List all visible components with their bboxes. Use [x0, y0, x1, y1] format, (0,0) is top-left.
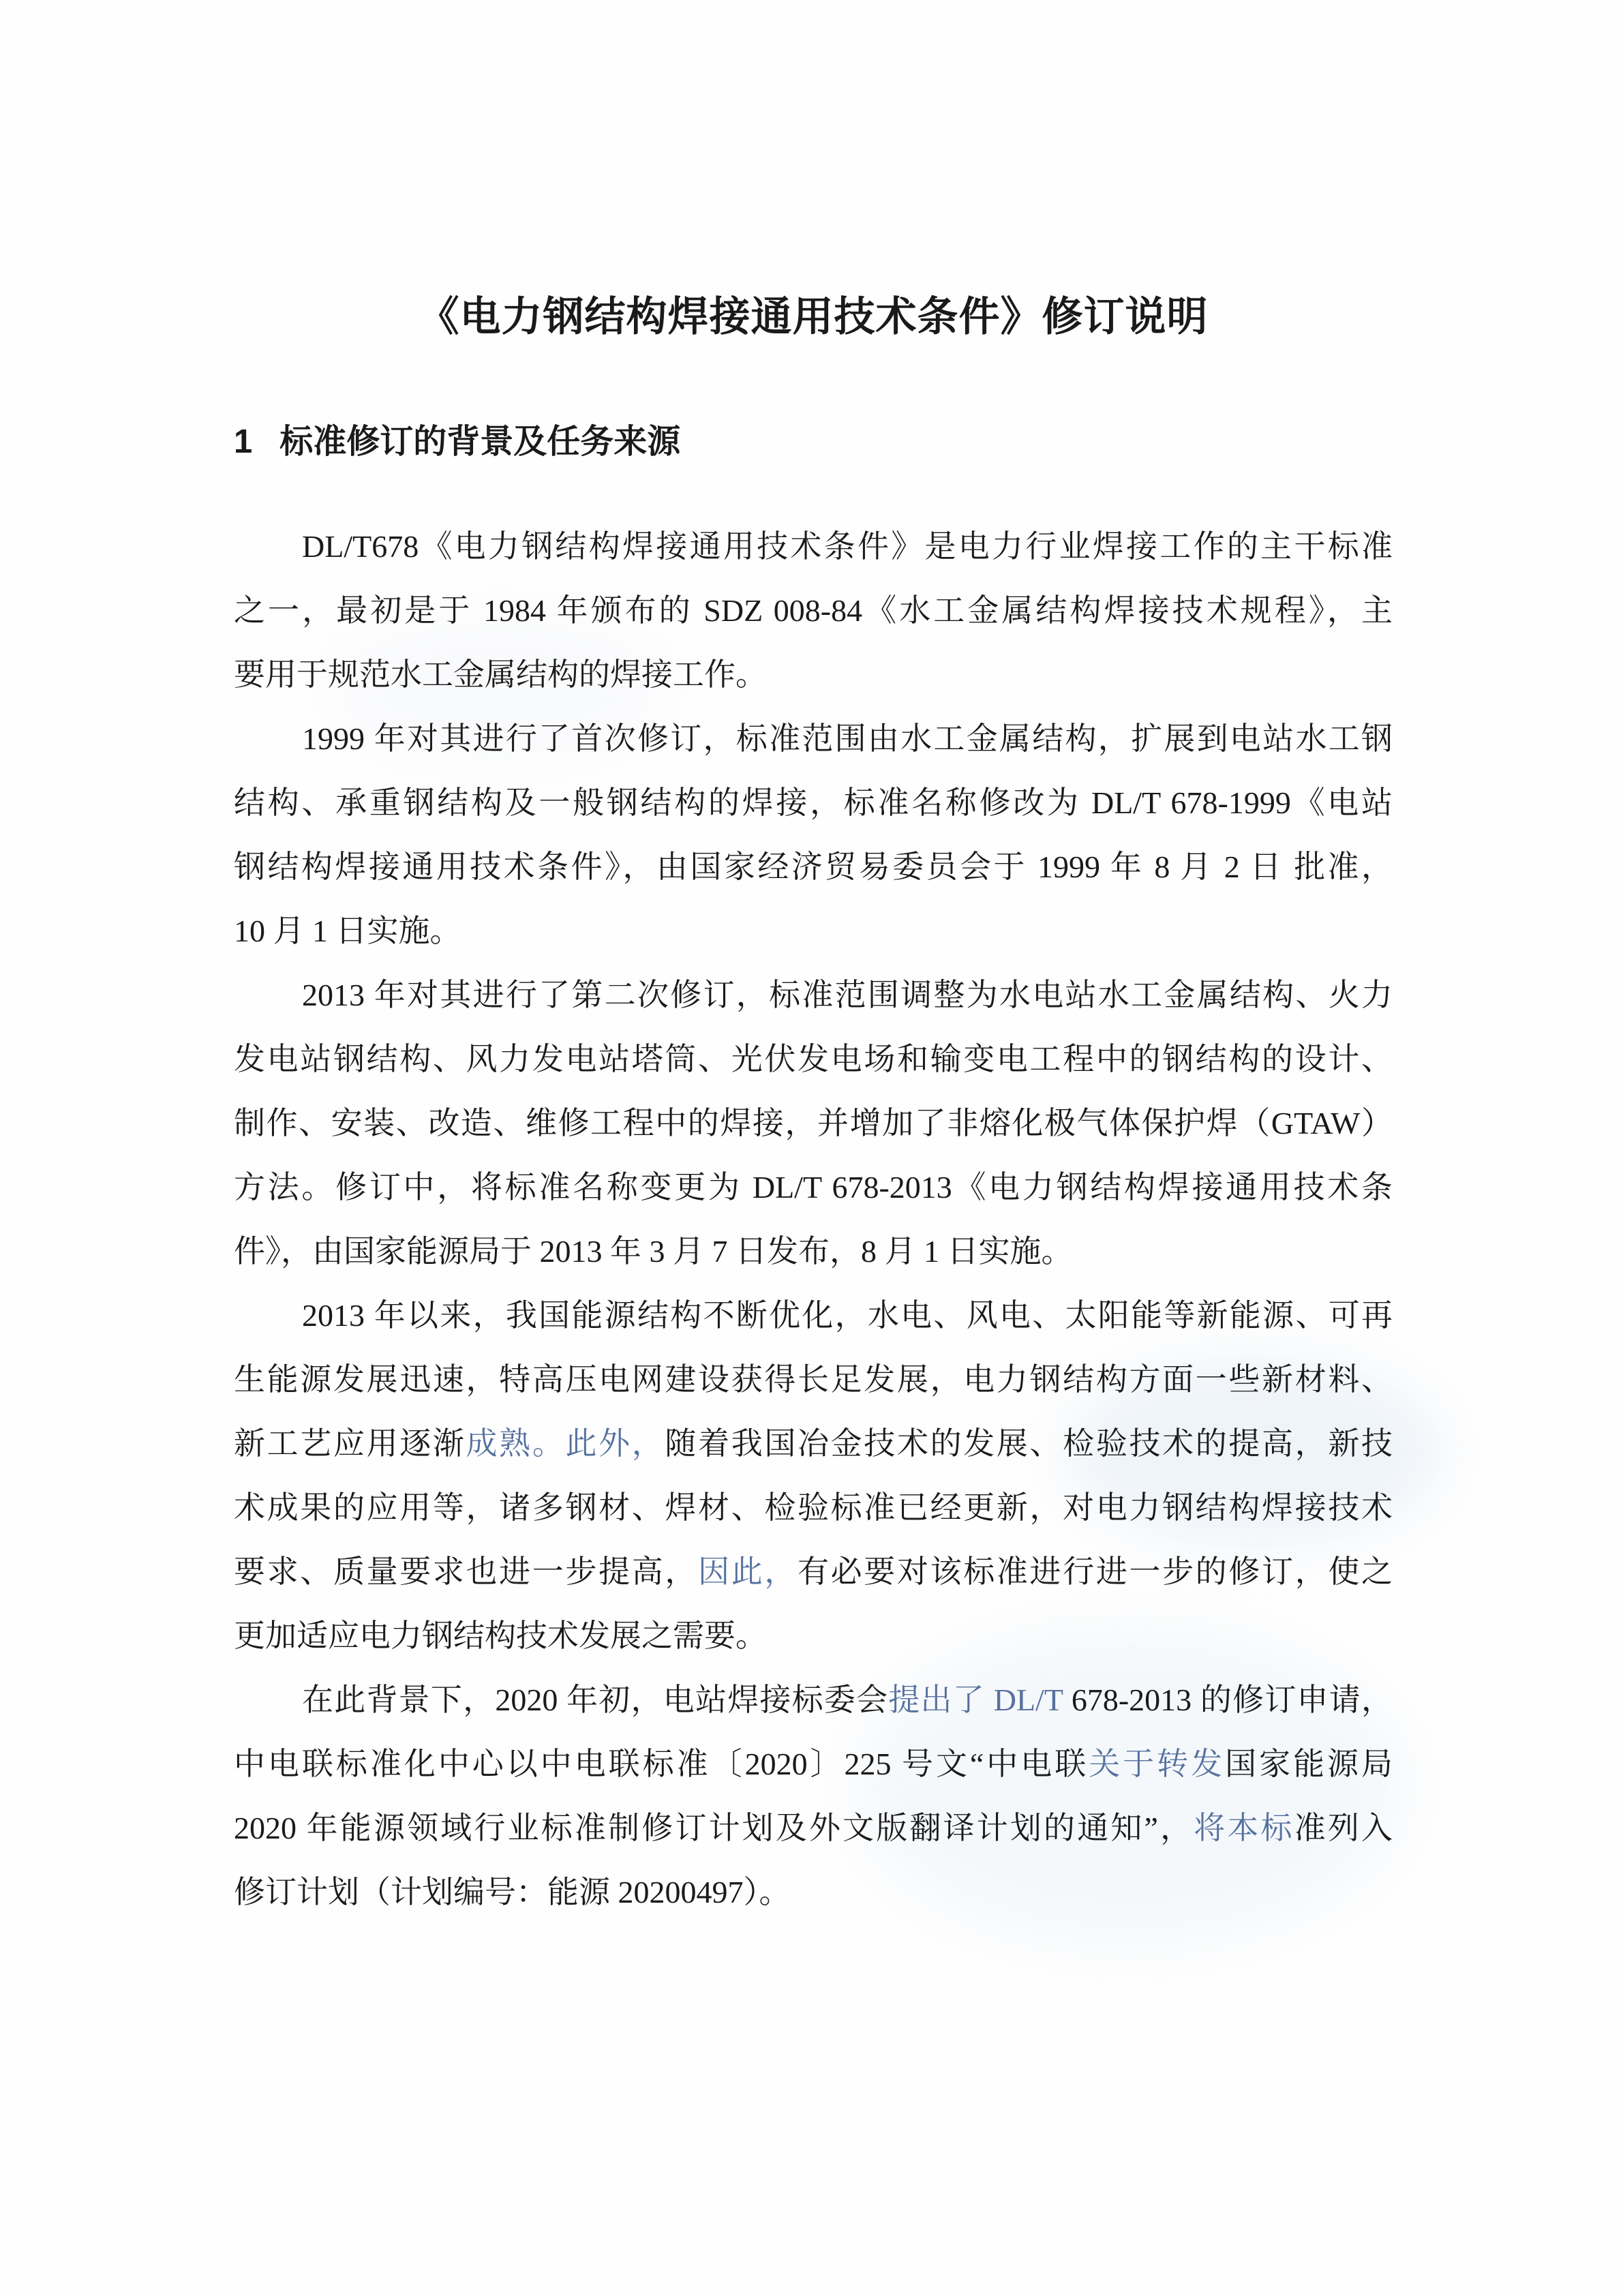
text-segment: 10 月 1 日实施。	[234, 913, 461, 948]
text-segment: 结构、承重钢结构及一般钢结构的焊接，标准名称修改为 DL/T 678-1999《电站	[234, 785, 1393, 820]
text-line	[234, 1476, 1393, 1540]
text-line	[234, 1220, 1393, 1284]
text-segment: 国家能源局	[1225, 1747, 1393, 1781]
text-segment: 发电站钢结构、风力发电站塔筒、光伏发电场和输变电工程中的钢结构的设计、	[234, 1042, 1393, 1076]
text-line	[234, 1540, 1393, 1604]
text-line	[234, 1412, 1393, 1476]
text-segment: 件》，由国家能源局于 2013 年 3 月 7 日发布，8 月 1 日实施。	[234, 1234, 1073, 1269]
text-segment: 制作、安装、改造、维修工程中的焊接，并增加了非熔化极气体保护焊（GTAW）	[234, 1106, 1393, 1141]
text-line	[234, 835, 1393, 899]
text-segment: 新工艺应用逐渐	[234, 1426, 466, 1461]
text-segment: 2013 年对其进行了第二次修订，标准范围调整为水电站水工金属结构、火力	[302, 978, 1393, 1012]
text-line	[234, 1732, 1393, 1796]
text-line	[234, 963, 1393, 1027]
text-line	[234, 579, 1393, 643]
text-segment: DL/T678《电力钢结构焊接通用技术条件》是电力行业焊接工作的主干标准	[302, 529, 1393, 564]
text-line	[234, 707, 1393, 771]
text-segment-tinted: 成熟。此外，	[466, 1426, 665, 1461]
text-line	[234, 515, 1393, 579]
text-segment-tinted: 提出了 DL/T	[888, 1682, 1063, 1717]
section-title: 标准修订的背景及任务来源	[279, 423, 681, 460]
text-segment: 修订计划（计划编号：能源 20200497）。	[234, 1875, 791, 1909]
text-line	[234, 1155, 1393, 1220]
text-segment: 有必要对该标准进行进一步的修订，使之	[798, 1554, 1393, 1589]
text-segment: 中电联标准化中心以中电联标准〔2020〕225 号文“中电联	[234, 1747, 1089, 1781]
text-segment: 1999 年对其进行了首次修订，标准范围由水工金属结构，扩展到电站水工钢	[302, 721, 1393, 756]
text-segment-tinted: 因此，	[698, 1554, 798, 1589]
document-body	[234, 515, 1393, 1924]
text-line	[234, 1284, 1393, 1348]
text-segment: 术成果的应用等，诸多钢材、焊材、检验标准已经更新，对电力钢结构焊接技术	[234, 1490, 1393, 1525]
section-number: 1	[234, 423, 253, 460]
text-segment: 更加适应电力钢结构技术发展之需要。	[234, 1618, 767, 1653]
text-segment: 随着我国冶金技术的发展、检验技术的提高，新技	[665, 1426, 1393, 1461]
text-segment: 钢结构焊接通用技术条件》，由国家经济贸易委员会于 1999 年 8 月 2 日 批准，	[234, 849, 1393, 884]
text-segment: 准列入	[1294, 1811, 1393, 1845]
text-line	[234, 771, 1393, 835]
text-line	[234, 1348, 1393, 1412]
text-line	[234, 643, 1393, 707]
text-segment: 要用于规范水工金属结构的焊接工作。	[234, 657, 767, 692]
text-line	[234, 1860, 1393, 1924]
text-segment-tinted: 将本标	[1194, 1811, 1294, 1845]
text-line	[234, 1796, 1393, 1860]
text-line	[234, 1604, 1393, 1668]
text-line	[234, 1027, 1393, 1091]
text-segment: 方法。修订中，将标准名称变更为 DL/T 678-2013《电力钢结构焊接通用技术条	[234, 1170, 1393, 1205]
text-segment: 678-2013 的修订申请，	[1063, 1682, 1393, 1717]
text-segment-tinted: 关于转发	[1089, 1747, 1226, 1781]
section-heading	[234, 420, 680, 464]
text-segment: 在此背景下，2020 年初，电站焊接标委会	[302, 1682, 889, 1717]
text-segment: 要求、质量要求也进一步提高，	[234, 1554, 699, 1589]
document-title: 《电力钢结构焊接通用技术条件》修订说明	[418, 294, 1209, 339]
text-line	[234, 1668, 1393, 1732]
text-segment: 之一，最初是于 1984 年颁布的 SDZ 008-84《水工金属结构焊接技术规程》，主	[234, 593, 1393, 628]
text-segment: 生能源发展迅速，特高压电网建设获得长足发展，电力钢结构方面一些新材料、	[234, 1362, 1393, 1397]
text-line	[234, 1091, 1393, 1155]
text-line	[234, 899, 1393, 963]
text-segment: 2013 年以来，我国能源结构不断优化，水电、风电、太阳能等新能源、可再	[302, 1298, 1393, 1333]
text-segment: 2020 年能源领域行业标准制修订计划及外文版翻译计划的通知”，	[234, 1811, 1194, 1845]
